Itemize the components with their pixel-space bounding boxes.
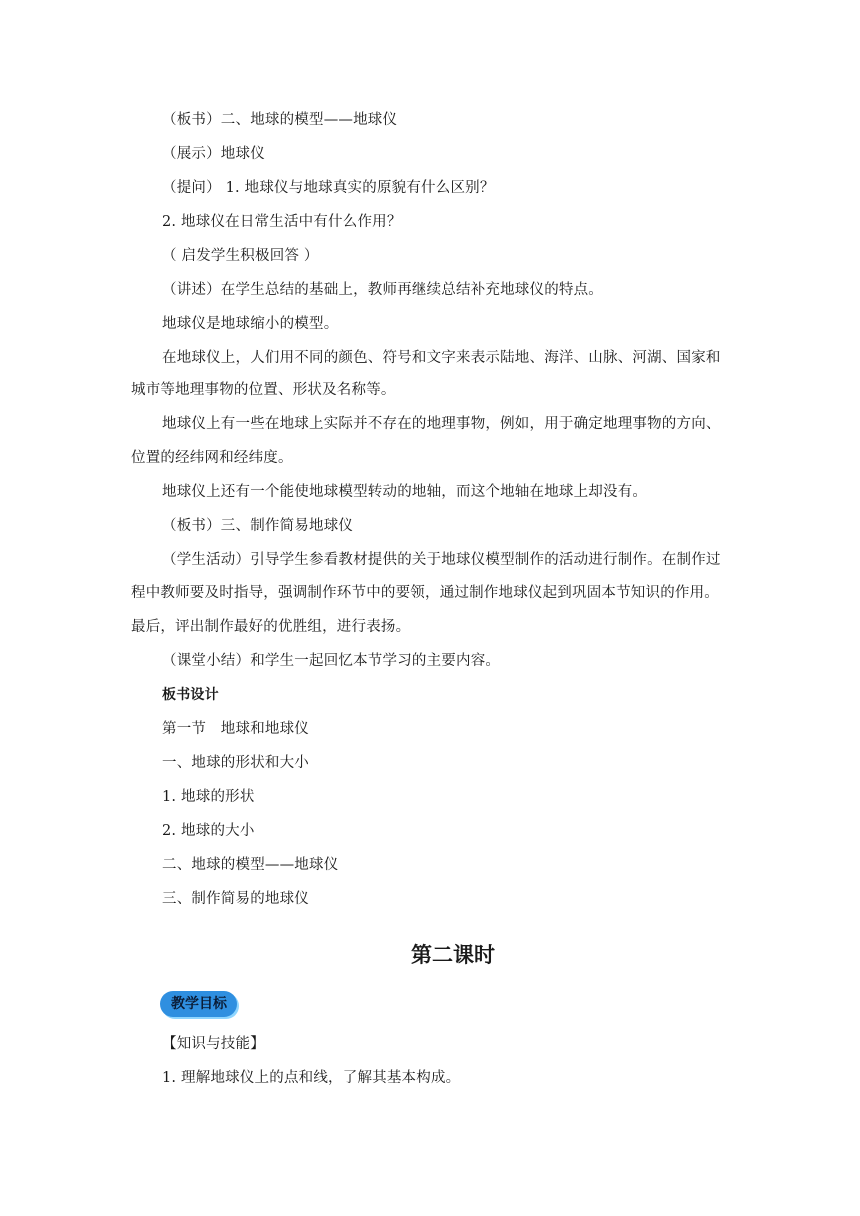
text-line: （讲述）在学生总结的基础上，教师再继续总结补充地球仪的特点。 [162, 282, 603, 298]
objective-item: 1. 理解地球仪上的点和线，了解其基本构成。 [162, 1070, 461, 1086]
text-line: （课堂小结）和学生一起回忆本节学习的主要内容。 [162, 653, 501, 669]
knowledge-heading: 【知识与技能】 [162, 1036, 265, 1052]
text-line: （提问） 1. 地球仪与地球真实的原貌有什么区别？ [162, 180, 495, 196]
text-line: 最后，评出制作最好的优胜组，进行表扬。 [131, 619, 411, 635]
board-design-item: 2. 地球的大小 [162, 823, 255, 839]
text-line: （板书）二、地球的模型——地球仪 [162, 112, 398, 128]
text-line: 地球仪上还有一个能使地球模型转动的地轴，而这个地轴在地球上却没有。 [162, 484, 648, 500]
text-line: 地球仪上有一些在地球上实际并不存在的地理事物，例如，用于确定地理事物的方向、 [162, 416, 721, 432]
board-design-heading: 板书设计 [162, 687, 219, 703]
text-line: 程中教师要及时指导，强调制作环节中的要领，通过制作地球仪起到巩固本节知识的作用。 [131, 585, 719, 601]
board-design-item: 二、地球的模型——地球仪 [162, 857, 339, 873]
board-design-item: 三、制作简易的地球仪 [162, 891, 309, 907]
text-line: （板书）三、制作简易地球仪 [162, 518, 354, 534]
text-line: （展示）地球仪 [162, 146, 265, 162]
text-line: 位置的经纬网和经纬度。 [131, 450, 293, 466]
board-design-item: 第一节 地球和地球仪 [162, 721, 309, 737]
text-line: 在地球仪上，人们用不同的颜色、符号和文字来表示陆地、海洋、山脉、河湖、国家和 [162, 350, 721, 366]
text-line: （ 启发学生积极回答 ） [162, 248, 319, 264]
board-design-item: 一、地球的形状和大小 [162, 755, 309, 771]
section-title: 第二课时 [411, 943, 495, 967]
text-line: 地球仪是地球缩小的模型。 [162, 316, 339, 332]
text-line: 城市等地理事物的位置、形状及名称等。 [131, 382, 396, 398]
text-line: 2. 地球仪在日常生活中有什么作用？ [162, 214, 402, 230]
teaching-goals-badge: 教学目标 [160, 991, 237, 1017]
text-line: （学生活动）引导学生参看教材提供的关于地球仪模型制作的活动进行制作。在制作过 [162, 552, 721, 568]
board-design-item: 1. 地球的形状 [162, 789, 255, 805]
